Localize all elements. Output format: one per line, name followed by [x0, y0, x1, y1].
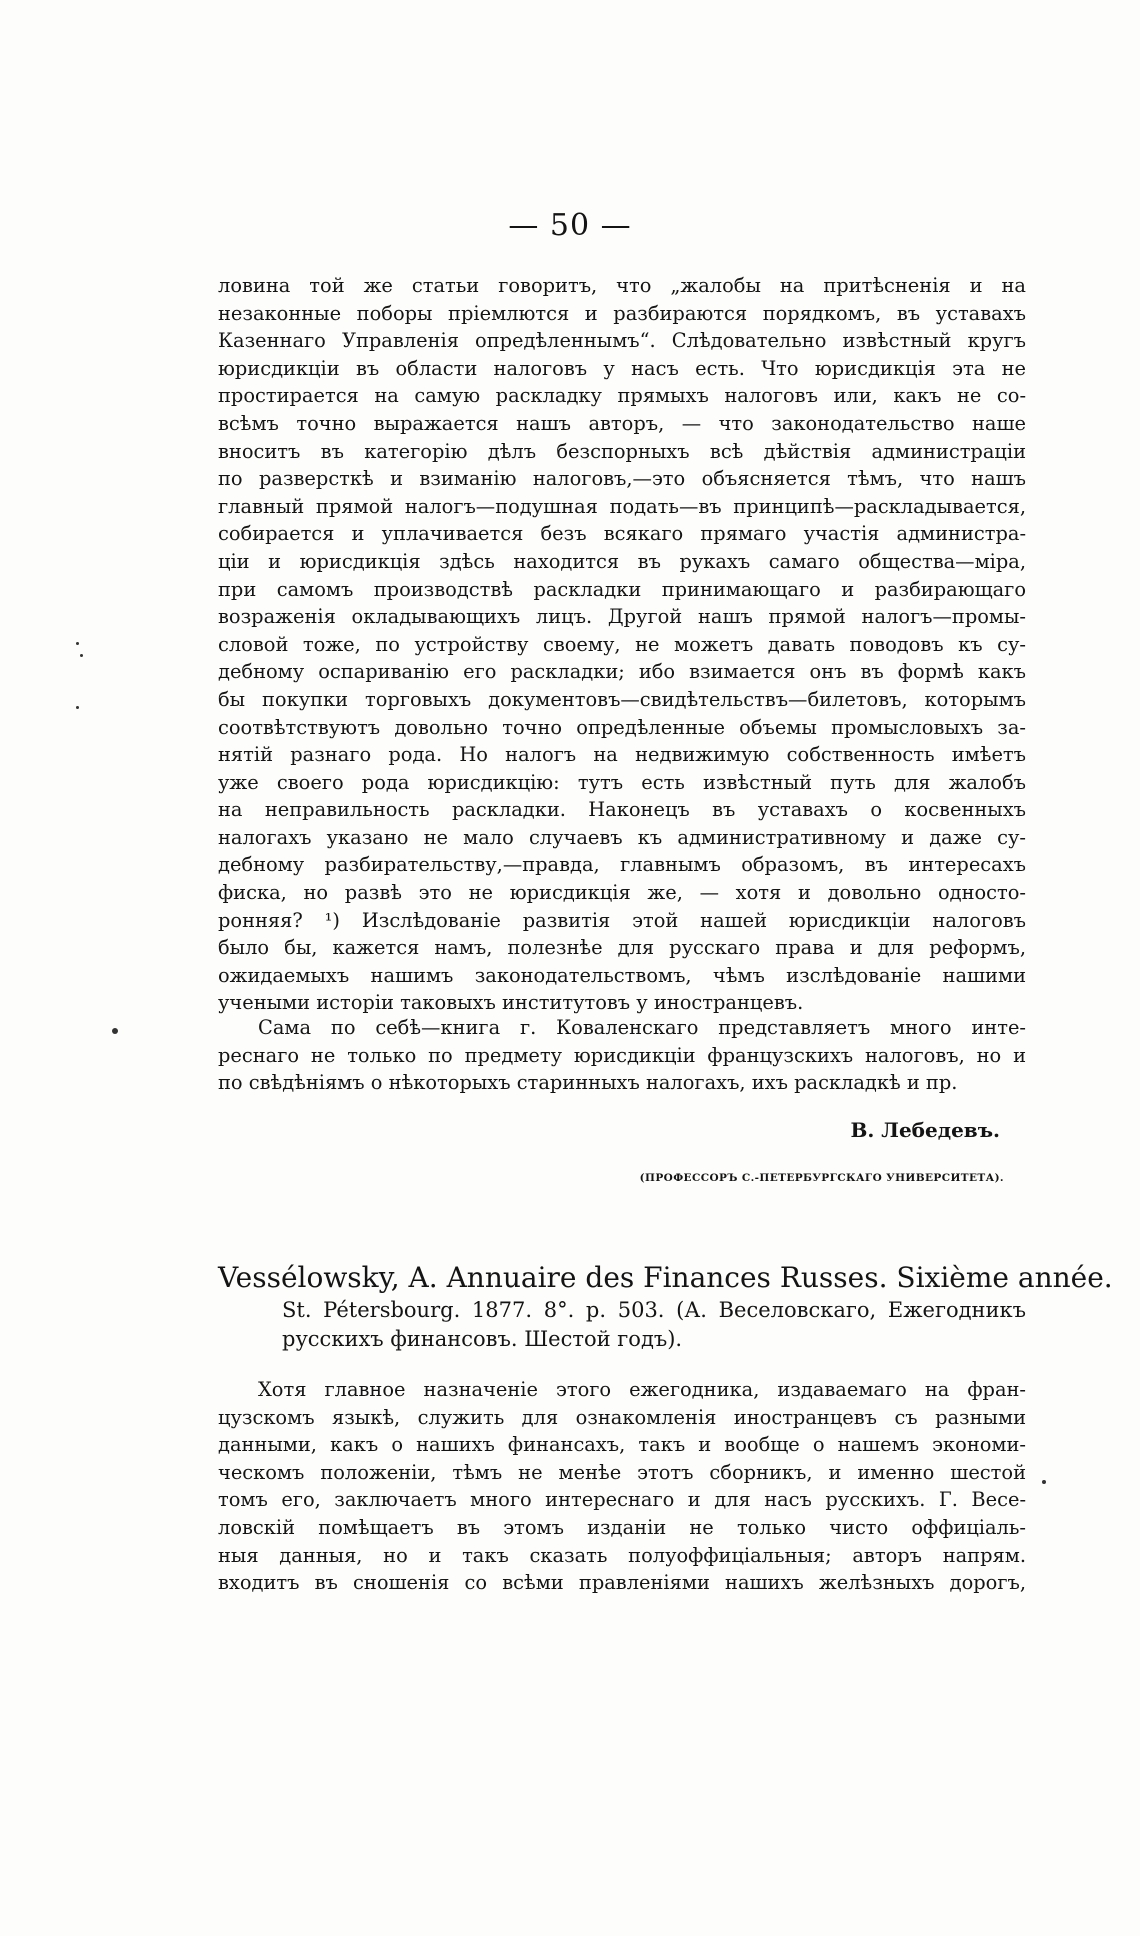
text-line: входитъ въ сношенія со всѣми правленіями нашихъ желѣзныхъ дорогъ,: [218, 1571, 1026, 1595]
text-line: собирается и уплачивается безъ всякаго прямаго участія администра-: [218, 522, 1026, 546]
reference-publication-line: St. Pétersbourg. 1877. 8°. p. 503. (А. Веселовскаго, Ежегодникъ: [282, 1298, 1026, 1322]
text-line: на неправильность раскладки. Наконецъ въ уставахъ о косвенныхъ: [218, 798, 1026, 822]
review-paragraph: [218, 1376, 1026, 1597]
reference-translation-line: русскихъ финансовъ. Шестой годъ).: [282, 1327, 683, 1351]
text-line: вноситъ въ категорію дѣлъ безспорныхъ всѣ дѣйствія администраціи: [218, 439, 1026, 463]
text-line: ныя данныя, но и такъ сказать полуоффиціальныя; авторъ напрям.: [218, 1543, 1026, 1567]
text-line: Казеннаго Управленія опредѣленнымъ“. Слѣдовательно извѣстный кругъ: [218, 329, 1026, 353]
text-line: фиска, но развѣ это не юрисдикція же, — хотя и довольно односто-: [218, 881, 1026, 905]
text-line: Сама по себѣ—книга г. Коваленскаго представляетъ много инте-: [258, 1016, 1026, 1039]
text-line: нятій разнаго рода. Но налогъ на недвижимую собственность имѣетъ: [218, 743, 1026, 767]
text-line: ческомъ положеніи, тѣмъ не менѣе этотъ сборникъ, и именно шестой: [218, 1460, 1026, 1484]
text-line: томъ его, заключаетъ много интереснаго и для насъ русскихъ. Г. Весе-: [218, 1488, 1026, 1512]
text-line: по разверсткѣ и взиманію налоговъ,—это объясняется тѣмъ, что нашъ: [218, 467, 1026, 491]
text-line: возраженія окладывающихъ лицъ. Другой нашъ прямой налогъ—промы-: [218, 605, 1026, 629]
text-line: Хотя главное назначеніе этого ежегодника, издаваемаго на фран-: [258, 1378, 1026, 1401]
text-line: бы покупки торговыхъ документовъ—свидѣтельствъ—билетовъ, которымъ: [218, 687, 1026, 711]
text-line: данными, какъ о нашихъ финансахъ, такъ и вообще о нашемъ экономи-: [218, 1433, 1026, 1457]
text-line: цузскомъ языкѣ, служить для ознакомленія иностранцевъ съ разными: [218, 1405, 1026, 1429]
reference-title-line: Vessélowsky, A. Annuaire des Finances Russes. Sixième année.: [218, 1261, 1113, 1294]
text-line: ронняя? ¹) Изслѣдованіе развитія этой нашей юрисдикціи налоговъ: [218, 908, 1026, 932]
text-line: ожидаемыхъ нашимъ законодательствомъ, чѣмъ изслѣдованіе нашими: [218, 963, 1026, 987]
print-speck: [112, 1028, 118, 1034]
text-line: словой тоже, по устройству своему, не можетъ давать поводовъ къ су-: [218, 632, 1026, 656]
paragraph-continuation: [218, 272, 1026, 1017]
bibliographic-reference: [218, 1260, 1113, 1354]
text-line: учеными исторіи таковыхъ институтовъ у иностранцевъ.: [218, 991, 804, 1015]
text-line: при самомъ производствѣ раскладки принимающаго и разбирающаго: [218, 577, 1026, 601]
text-line: ловскій помѣщаетъ въ этомъ изданіи не только чисто оффиціаль-: [218, 1515, 1026, 1539]
text-line: ціи и юрисдикція здѣсь находится въ рукахъ самаго общества—міра,: [218, 549, 1026, 573]
paragraph-conclusion: [218, 1014, 1026, 1097]
page-number: — 50 —: [508, 208, 632, 243]
print-speck: [1042, 1480, 1046, 1484]
print-speck: [80, 654, 83, 657]
print-speck: [76, 706, 79, 709]
author-signature: В. Лебедевъ.: [850, 1118, 1000, 1142]
text-line: уже своего рода юрисдикцію: тутъ есть извѣстный путь для жалобъ: [218, 770, 1026, 794]
text-line: налогахъ указано не мало случаевъ къ административному и даже су-: [218, 825, 1026, 849]
text-line: было бы, кажется намъ, полезнѣе для русскаго права и для реформъ,: [218, 936, 1026, 960]
text-line: по свѣдѣніямъ о нѣкоторыхъ старинныхъ налогахъ, ихъ раскладкѣ и пр.: [218, 1071, 958, 1095]
author-affiliation: (ПРОФЕССОРЪ С.-ПЕТЕРБУРГСКАГО УНИВЕРСИТЕТА).: [639, 1172, 1004, 1184]
text-line: дебному оспариванію его раскладки; ибо взимается онъ въ формѣ какъ: [218, 660, 1026, 684]
text-line: ловина той же статьи говоритъ, что „жалобы на притѣсненія и на: [218, 274, 1026, 297]
text-line: простирается на самую раскладку прямыхъ налоговъ или, какъ не со-: [218, 384, 1026, 408]
text-line: незаконные поборы пріемлются и разбираются порядкомъ, въ уставахъ: [218, 301, 1026, 325]
text-line: юрисдикціи въ области налоговъ у насъ есть. Что юрисдикція эта не: [218, 356, 1026, 380]
text-line: соотвѣтствуютъ довольно точно опредѣленные объемы промысловыхъ за-: [218, 715, 1026, 739]
text-line: всѣмъ точно выражается нашъ авторъ, — что законодательство наше: [218, 411, 1026, 435]
text-line: главный прямой налогъ—подушная подать—въ принципѣ—раскладывается,: [218, 494, 1026, 518]
text-line: дебному разбирательству,—правда, главнымъ образомъ, въ интересахъ: [218, 853, 1026, 877]
print-speck: [76, 642, 79, 645]
text-line: реснаго не только по предмету юрисдикціи французскихъ налоговъ, но и: [218, 1043, 1026, 1067]
